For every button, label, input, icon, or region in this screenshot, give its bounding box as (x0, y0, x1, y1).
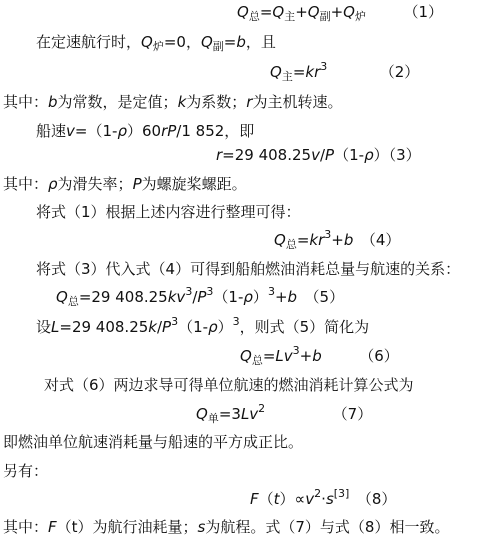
text-run: （1- (213, 288, 244, 306)
math-variable: b (287, 288, 298, 306)
text-run: （8） (349, 490, 397, 508)
text-run: （t）为航行油耗量； (56, 518, 198, 536)
superscript: 3 (320, 60, 328, 73)
text-run: + (295, 3, 308, 21)
text-run: ）∝ (279, 490, 306, 508)
text-run: / (156, 318, 163, 336)
superscript: 3 (185, 285, 193, 298)
text-run: （6） (321, 347, 399, 365)
text-run: 船速 (36, 122, 67, 140)
math-variable: Q (343, 3, 355, 21)
subscript: 总 (248, 10, 260, 23)
math-variable: Q (200, 33, 213, 51)
equation-1 (237, 3, 443, 21)
text-run: = (292, 63, 306, 81)
paragraph-ship-speed (36, 122, 254, 140)
equation-3 (216, 146, 421, 164)
text-run: = (223, 33, 237, 51)
superscript: 3 (324, 228, 332, 241)
text-run: =3 (218, 405, 241, 423)
math-variable: Q (240, 347, 252, 365)
paragraph-proportional (3, 433, 303, 451)
equation-6 (240, 344, 399, 367)
text-run: / (319, 146, 326, 164)
superscript: 2 (258, 402, 266, 415)
paragraph-where-rho-p (3, 175, 247, 193)
math-variable: b (312, 347, 322, 365)
text-run: / (192, 288, 198, 306)
math-variable: b (48, 93, 58, 111)
superscript: 3 (232, 315, 240, 328)
math-variable: k (177, 93, 187, 111)
text-run: 将式（1）根据上述内容进行整理可得： (36, 203, 301, 221)
math-variable: s (197, 518, 206, 536)
text-run: ）60 (126, 122, 162, 140)
text-run: （2） (327, 63, 420, 81)
paragraph-rearrange-eq1 (36, 203, 301, 221)
math-variable: b (343, 231, 354, 249)
text-run: · (321, 490, 326, 508)
math-variable: Q (237, 3, 249, 21)
text-run: 对式（6）两边求导可得单位航速的燃油消耗计算公式为 (44, 376, 414, 394)
text-run: ） (217, 318, 233, 336)
math-variable: rP (161, 122, 177, 140)
subscript: 单 (207, 412, 219, 425)
math-variable: Q (56, 288, 68, 306)
text-run: ，且 (245, 33, 276, 51)
subscript: 副 (319, 10, 331, 23)
paragraph-define-l (36, 315, 370, 336)
math-variable: s (325, 490, 334, 508)
equation-2 (270, 60, 420, 83)
text-run: （ (258, 490, 274, 508)
math-variable: Q (196, 405, 208, 423)
math-variable: P (162, 318, 172, 336)
superscript: 3 (206, 285, 214, 298)
text-run: （1） (365, 3, 444, 21)
math-variable: ρ (117, 122, 127, 140)
math-variable: ρ (243, 288, 253, 306)
text-run: 即燃油单位航速消耗量与船速的平方成正比。 (3, 433, 304, 451)
text-run: =29 408.25 (59, 318, 149, 336)
math-variable: r (216, 146, 223, 164)
math-variable: Q (272, 3, 285, 21)
math-variable: F (250, 490, 259, 508)
text-run: + (274, 288, 288, 306)
text-run: （4） (353, 231, 401, 249)
math-variable: P (197, 288, 207, 306)
subscript: 总 (285, 238, 297, 251)
text-run: ） (252, 288, 268, 306)
text-run: + (331, 231, 344, 249)
math-variable: k (148, 318, 157, 336)
subscript: 炉 (152, 40, 164, 53)
text-run: 为螺旋桨螺距。 (141, 175, 247, 193)
text-run: 另有： (3, 462, 49, 480)
equation-8 (250, 487, 397, 508)
paragraph-where-b-k-r (3, 93, 342, 111)
equation-4 (274, 228, 401, 251)
subscript: 主 (281, 70, 293, 83)
text-run: 设 (36, 318, 52, 336)
paragraph-substitute (36, 260, 460, 278)
math-variable: Q (274, 231, 286, 249)
equation-5 (56, 285, 345, 308)
text-run: 为系数； (186, 93, 247, 111)
math-variable: v (305, 490, 315, 508)
math-variable: ρ (48, 175, 58, 193)
paragraph-additionally (3, 462, 48, 480)
text-run: =（1- (74, 122, 118, 140)
text-run: = (259, 3, 273, 21)
text-run: =29 408.25 (78, 288, 168, 306)
math-variable: t (273, 490, 280, 508)
superscript: 3 (292, 344, 300, 357)
equation-7 (196, 402, 373, 425)
math-variable: Q (307, 3, 320, 21)
math-variable: r (246, 93, 253, 111)
superscript: 3 (267, 285, 275, 298)
text-run: 其中： (3, 93, 49, 111)
subscript: 总 (251, 354, 263, 367)
math-variable: Q (141, 33, 153, 51)
subscript: 炉 (354, 10, 366, 23)
math-variable: v (311, 146, 320, 164)
math-variable: P (325, 146, 335, 164)
superscript: 2 (314, 487, 322, 500)
text-run: 其中： (3, 518, 49, 536)
text-run: 在定速航行时， (36, 33, 142, 51)
text-run: （5） (297, 288, 345, 306)
math-variable: Lv (240, 405, 259, 423)
text-run: （1- (178, 318, 209, 336)
math-variable: Lv (275, 347, 293, 365)
math-variable: b (236, 33, 246, 51)
math-variable: ρ (364, 146, 374, 164)
text-run: = (296, 231, 310, 249)
subscript: 副 (212, 40, 224, 53)
text-run: /1 852，即 (176, 122, 255, 140)
text-run: （1- (334, 146, 365, 164)
text-run: + (330, 3, 344, 21)
text-run: 将式（3）代入式（4）可得到船舶燃油消耗总量与航速的关系： (36, 260, 461, 278)
text-run: + (299, 347, 313, 365)
math-variable: P (132, 175, 142, 193)
math-variable: F (48, 518, 57, 536)
subscript: 主 (284, 10, 296, 23)
math-variable: L (51, 318, 60, 336)
text-run: = (262, 347, 276, 365)
text-run: 为航程。式（7）与式（8）相一致。 (205, 518, 450, 536)
math-variable: Q (270, 63, 282, 81)
subscript: 总 (67, 295, 79, 308)
text-run: 为主机转速。 (252, 93, 343, 111)
text-run: ）（3） (373, 146, 421, 164)
text-run: =29 408.25 (222, 146, 312, 164)
text-run: （7） (265, 405, 373, 423)
paragraph-steady-speed (36, 33, 276, 51)
math-variable: kr (305, 63, 321, 81)
text-run: 其中： (3, 175, 49, 193)
superscript: [3] (333, 487, 350, 500)
text-run: ，则式（5）简化为 (239, 318, 370, 336)
paragraph-derivative (44, 376, 414, 394)
text-run: 为常数，是定值； (57, 93, 178, 111)
paragraph-where-f-s (3, 518, 449, 536)
math-variable: ρ (208, 318, 218, 336)
math-variable: v (66, 122, 75, 140)
math-variable: kr (309, 231, 325, 249)
text-run: =0， (163, 33, 201, 51)
text-run: 为滑失率； (57, 175, 133, 193)
math-variable: kv (167, 288, 186, 306)
superscript: 3 (171, 315, 179, 328)
